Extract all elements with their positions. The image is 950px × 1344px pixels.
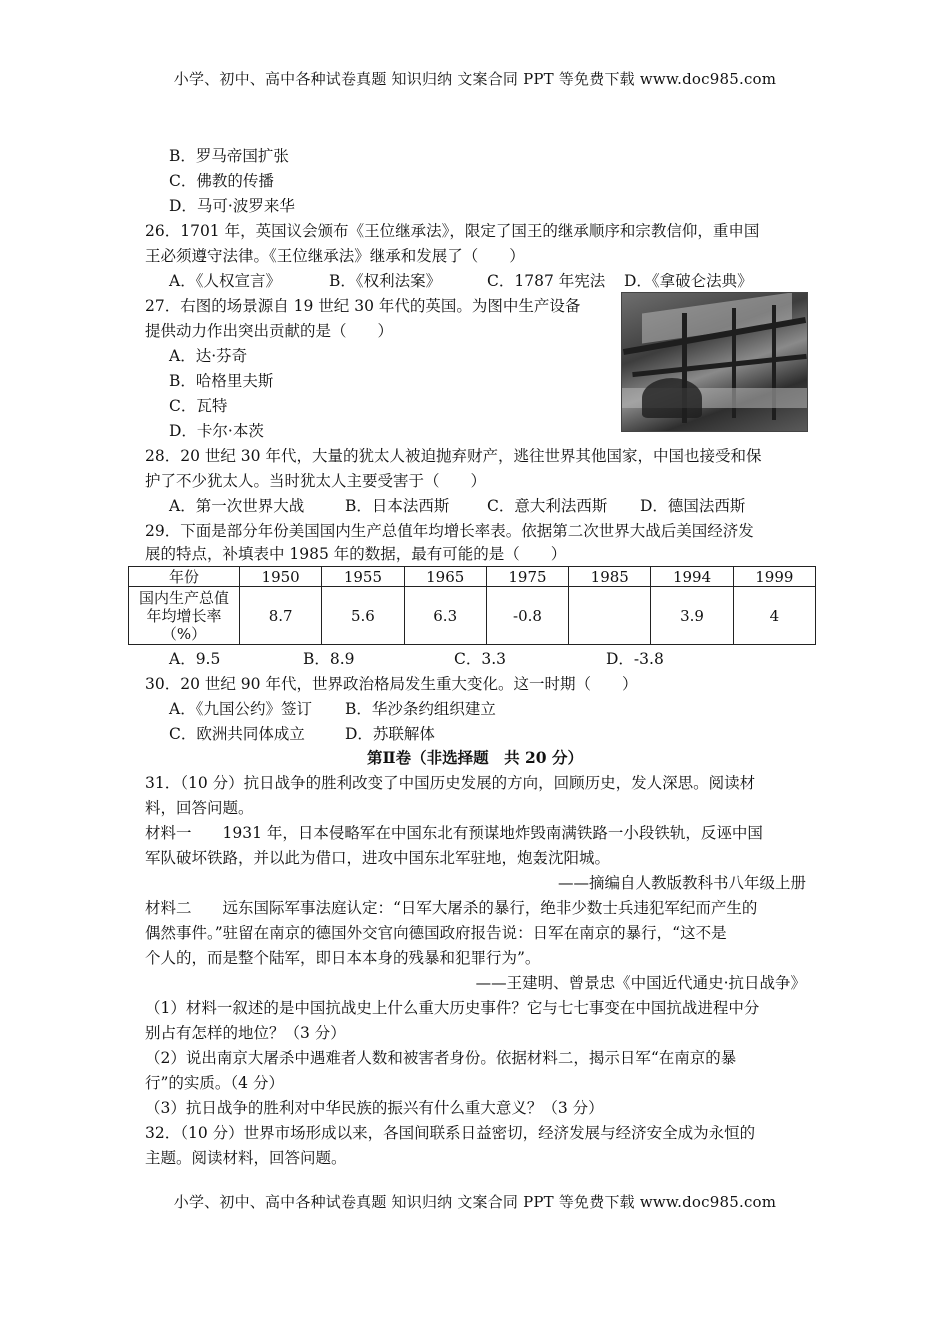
q29-option-c: C．3.3 [454, 650, 507, 668]
q31-material2-line2: 偶然事件。”驻留在南京的德国外交官向德国政府报告说：日军在南京的暴行，“这不是 [145, 924, 727, 942]
row-label-line: （%） [161, 624, 207, 643]
q26-stem-line1: 26．1701 年，英国议会颁布《王位继承法》，限定了国王的继承顺序和宗教信仰，重申国 [145, 222, 760, 240]
table-header-row [129, 567, 816, 587]
q31-material2-source: ——王建明、曾景忠《中国近代通史·抗日战争》 [475, 974, 806, 992]
q26-option-d: D．《拿破仑法典》 [624, 272, 753, 290]
q27-option-b: B．哈格里夫斯 [169, 372, 274, 390]
q31-sub3: （3）抗日战争的胜利对中华民族的振兴有什么重大意义？（3 分） [145, 1099, 604, 1117]
q31-sub2-line1: （2）说出南京大屠杀中遇难者人数和被害者身份。依据材料二，揭示日军“在南京的暴 [145, 1049, 737, 1067]
row-label-cell [129, 587, 240, 645]
year-cell: 1985 [569, 567, 651, 587]
value-cell: 4 [733, 587, 815, 645]
q28-option-c: C．意大利法西斯 [487, 497, 608, 515]
q31-material1-line1: 材料一 1931 年，日本侵略军在中国东北有预谋地炸毁南满铁路一小段铁轨，反诬中国 [145, 824, 763, 842]
q30-option-b: B．华沙条约组织建立 [345, 700, 496, 718]
q31-sub1-line1: （1）材料一叙述的是中国抗战史上什么重大历史事件？它与七七事变在中国抗战进程中分 [145, 999, 760, 1017]
q25-option-d: D．马可·波罗来华 [169, 197, 295, 215]
q31-sub2-line2: 行”的实质。（4 分） [145, 1074, 284, 1092]
table-row [129, 587, 816, 645]
year-cell: 1999 [733, 567, 815, 587]
q28-option-d: D．德国法西斯 [640, 497, 746, 515]
value-cell: -0.8 [486, 587, 568, 645]
value-cell-blank [569, 587, 651, 645]
q31-material2-line3: 个人的，而是整个陆军，即日本本身的残暴和犯罪行为”。 [145, 949, 541, 967]
row-label-line: 国内生产总值 [138, 588, 229, 607]
q28-option-b: B．日本法西斯 [345, 497, 450, 515]
value-cell: 8.7 [240, 587, 322, 645]
factory-machinery-illustration [621, 292, 808, 432]
year-cell: 1955 [322, 567, 404, 587]
year-cell: 1950 [240, 567, 322, 587]
section-2-title: 第Ⅱ卷（非选择题 共 20 分） [367, 748, 583, 767]
q27-option-d: D．卡尔·本茨 [169, 422, 264, 440]
q25-option-b: B．罗马帝国扩张 [169, 147, 289, 165]
year-label-cell: 年份 [129, 567, 240, 587]
q31-material1-source: ——摘编自人教版教科书八年级上册 [557, 874, 806, 892]
year-cell: 1965 [404, 567, 486, 587]
value-cell: 3.9 [651, 587, 733, 645]
q31-sub1-line2: 别占有怎样的地位？（3 分） [145, 1024, 346, 1042]
q30-option-c: C．欧洲共同体成立 [169, 725, 305, 743]
year-cell: 1994 [651, 567, 733, 587]
q26-option-c: C．1787 年宪法 [487, 272, 606, 290]
q31-stem-line1: 31．（10 分）抗日战争的胜利改变了中国历史发展的方向，回顾历史，发人深思。阅读材 [145, 774, 756, 792]
q27-option-c: C．瓦特 [169, 397, 228, 415]
q28-option-a: A．第一次世界大战 [169, 497, 305, 515]
page-header: 小学、初中、高中各种试卷真题 知识归纳 文案合同 PPT 等免费下载 www.doc985.com [173, 70, 777, 88]
q29-option-a: A．9.5 [169, 650, 221, 668]
page-footer: 小学、初中、高中各种试卷真题 知识归纳 文案合同 PPT 等免费下载 www.doc985.com [173, 1193, 777, 1211]
gdp-growth-table [128, 566, 816, 645]
q26-stem-line2: 王必须遵守法律。《王位继承法》继承和发展了（ ） [145, 247, 525, 265]
q28-stem-line2: 护了不少犹太人。当时犹太人主要受害于（ ） [145, 472, 487, 490]
q27-stem-line2: 提供动力作出突出贡献的是（ ） [145, 322, 394, 340]
value-cell: 5.6 [322, 587, 404, 645]
q26-option-a: A．《人权宣言》 [169, 272, 281, 290]
q26-option-b: B．《权利法案》 [329, 272, 442, 290]
q29-stem-line2: 展的特点，补填表中 1985 年的数据，最有可能的是（ ） [145, 545, 567, 563]
value-cell: 6.3 [404, 587, 486, 645]
q32-stem-line2: 主题。阅读材料，回答问题。 [145, 1149, 347, 1167]
year-cell: 1975 [486, 567, 568, 587]
q27-stem-line1: 27．右图的场景源自 19 世纪 30 年代的英国。为图中生产设备 [145, 297, 581, 315]
q27-option-a: A．达·芬奇 [169, 347, 248, 365]
q29-stem-line1: 29．下面是部分年份美国国内生产总值年均增长率表。依据第二次世界大战后美国经济发 [145, 522, 754, 540]
q31-stem-line2: 料，回答问题。 [145, 799, 254, 817]
q25-option-c: C．佛教的传播 [169, 172, 274, 190]
q30-option-d: D．苏联解体 [345, 725, 435, 743]
q28-stem-line1: 28．20 世纪 30 年代，大量的犹太人被迫抛弃财产，逃往世界其他国家，中国也接受和保 [145, 447, 762, 465]
q30-option-a: A．《九国公约》签订 [169, 700, 312, 718]
q29-option-b: B．8.9 [303, 650, 355, 668]
q29-option-d: D．-3.8 [606, 650, 664, 668]
row-label-line: 年均增长率 [146, 606, 222, 625]
q30-stem: 30．20 世纪 90 年代，世界政治格局发生重大变化。这一时期（ ） [145, 675, 638, 693]
q31-material2-line1: 材料二 远东国际军事法庭认定：“日军大屠杀的暴行，绝非少数士兵违犯军纪而产生的 [145, 899, 758, 917]
q32-stem-line1: 32．（10 分）世界市场形成以来，各国间联系日益密切，经济发展与经济安全成为永恒的 [145, 1124, 756, 1142]
q31-material1-line2: 军队破坏铁路，并以此为借口，进攻中国东北军驻地，炮轰沈阳城。 [145, 849, 611, 867]
